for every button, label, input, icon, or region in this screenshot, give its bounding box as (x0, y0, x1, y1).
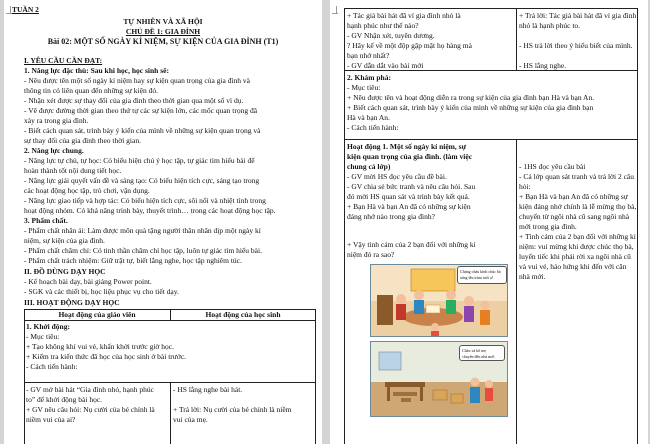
corner-marker (332, 13, 338, 14)
text-line: niềm vui của ai? (26, 415, 76, 424)
text-line: niệm, sự kiện của gia đình. (24, 236, 105, 245)
speech-bubble (459, 345, 505, 361)
bubble-text: sống lâu trăm tuổi ạ! (460, 275, 494, 280)
subsection-1-1: 1. Năng lực đặc thù: Sau khi học, học sinh sẽ: (24, 66, 169, 75)
text-line: + GV nêu câu hỏi: Nụ cười của bé chính là (26, 405, 155, 414)
illustration-longevity-celebration (370, 264, 508, 337)
lesson-title: Bài 02: MỘT SỐ NGÀY KỈ NIỆM, SỰ KIỆN CỦA GIA ĐÌNH (T1) (47, 37, 279, 46)
text-line: - Cách tiến hành: (347, 123, 399, 132)
section-2-title: II. ĐỒ DÙNG DẠY HỌC (24, 267, 106, 276)
text-line: chuyển từ ngôi nhà cũ sang ngôi nhà (519, 212, 630, 221)
text-line: - Cả lớp quan sát tranh và trả lời 2 câu (519, 172, 634, 181)
text-line: - Năng lực giải quyết vấn đề và sáng tạo: Có biểu hiện tích cực, sáng tạo trong (24, 176, 260, 185)
text-line: - SGK và các thiết bị, học liệu phục vụ cho tiết dạy. (24, 287, 179, 296)
activity-1-title: chung cả lớp) (347, 162, 391, 171)
text-line: hỏi: (519, 182, 531, 191)
bubble-text: chuyển đến nhà mới (462, 354, 495, 359)
text-line: luyến tiếc khi phải rời xa ngôi nhà cũ (519, 252, 631, 261)
text-line: - GV mở bài hát “Gia đình nhỏ, hạnh phúc (26, 385, 154, 394)
text-line: - Năng lực giao tiếp và hợp tác: Có biểu hiện tích cực, sôi nổi và nhiệt tình trong (24, 196, 266, 205)
text-line: bạn nhớ nhất? (347, 51, 390, 60)
text-line: + Biết cách quan sát, trình bày ý kiến của mình về những sự kiện của gia đình bạn (347, 103, 594, 112)
text-line: đáng nhớ nào trong gia đình? (347, 212, 435, 221)
table-divider (24, 320, 316, 321)
bubble-text: Chúng cháu kính chúc bà (460, 269, 501, 274)
text-line: + Trả lời: Nụ cười của bé chính là niềm (173, 405, 292, 414)
text-line: Hà và bạn An. (347, 113, 390, 122)
text-line: + Kiểm tra kiến thức đã học của học sinh ở bài trước. (26, 352, 187, 361)
explore-title: 2. Khám phá: (347, 73, 391, 82)
text-line: - Vẽ được đường thời gian theo thứ tự các sự kiện lớn, các mốc quan trọng đã (24, 106, 258, 115)
text-line: sự thay đổi của gia đình theo thời gian. (24, 136, 141, 145)
text-line: + Nêu được tên và hoạt động diễn ra trong sự kiện của gia đình bạn Hà và bạn An. (347, 93, 595, 102)
text-line: - 1HS đọc yêu cầu bài (519, 162, 586, 171)
text-line: - GV mời HS đọc yêu cầu đề bài. (347, 172, 447, 181)
text-line: - HS lắng nghe. (519, 61, 567, 70)
text-line: nhà mới. (519, 272, 546, 281)
table-divider (170, 382, 171, 444)
text-line: + Tạo không khí vui vẻ, khấn khởi trước giờ học. (26, 342, 174, 351)
warmup-title: 1. Khởi động: (26, 322, 70, 331)
subsection-1-2: 2. Năng lực chung. (24, 146, 84, 155)
text-line: - Cách tiến hành: (26, 362, 78, 371)
text-line: + Trả lời: Tác giả bài hát đã ví gia đình (519, 11, 637, 20)
text-line: vui của mẹ. (173, 415, 208, 424)
text-line: - HS trả lời theo ý hiểu biết của mình. (519, 41, 633, 50)
column-header-student: Hoạt động của học sinh (205, 310, 281, 319)
text-line: hoàn thành tốt nội dung tiết học. (24, 166, 122, 175)
table-divider (344, 70, 638, 71)
text-line: - Năng lực tự chủ, tự học: Có biểu hiện chú ý học tập, tự giác tìm hiểu bài để (24, 156, 255, 165)
text-line: - Biết cách quan sát, trình bày ý kiến của mình về những sự kiện quan trọng và (24, 126, 261, 135)
text-line: hoạt động nhóm. Có khả năng trình bày, thuyết trình… trong các hoạt động học tập. (24, 206, 276, 215)
table-divider (516, 8, 517, 70)
section-1-title: I. YÊU CẦU CẦN ĐẠT: (24, 56, 103, 65)
text-line: - HS lắng nghe bài hát. (173, 385, 243, 394)
illustration-moving-house (370, 341, 508, 417)
text-line: - Phẩm chất trách nhiệm: Giữ trật tự, biết lắng nghe, học tập nghiêm túc. (24, 256, 242, 265)
text-line: + Bạn Hà và bạn An đã có những sự kiện (347, 202, 471, 211)
text-line: xảy ra trong gia đình. (24, 116, 89, 125)
text-line: - Nhận xét được sự thay đổi của gia đình theo thời gian qua một số vì dụ. (24, 96, 244, 105)
text-line: và vui vẻ, háo hứng khi đến với căn (519, 262, 627, 271)
text-line: niệm: vui mừng khi được chúc thọ bà, (519, 242, 634, 251)
text-line: - Phẩm chất nhân ái: Làm được môn quà tặng người thân nhân dịp một ngày kỉ (24, 226, 261, 235)
text-line: mới trong gia đình. (519, 222, 577, 231)
text-line: - GV chia sẻ bức tranh và nêu câu hỏi. Sau (347, 182, 476, 191)
text-line: + Tác giả bài hát đã ví gia đình nhỏ là (347, 11, 461, 20)
speech-bubble (457, 266, 507, 284)
bubble-text: Cháu và bố mẹ (462, 348, 487, 353)
text-line: kiện đáng nhớ chính là lễ mừng thọ bà, (519, 202, 637, 211)
subject-title: TỰ NHIÊN VÀ XÃ HỘI (123, 17, 203, 26)
document-page-2 (330, 0, 648, 444)
text-line: ? Hãy kể về một độp gặp mặt họ hàng mà (347, 41, 472, 50)
text-line: các hoạt động học tập, trò chơi, vận dụng. (24, 186, 150, 195)
week-header: TUẦN 2 (12, 5, 39, 14)
section-3-title: III. HOẠT ĐỘNG DẠY HỌC (24, 298, 120, 307)
text-line: - Phẩm chất chăm chỉ: Có tinh thần chăm chỉ học tập, luôn tự giác tìm hiểu bài. (24, 246, 262, 255)
text-line: hạnh phúc như thế nào? (347, 21, 419, 30)
text-line: niệm đó ra sao? (347, 250, 395, 259)
activity-1-title: Hoạt động 1. Một số ngày kỉ niệm, sự (347, 142, 467, 151)
column-header-teacher: Hoạt động của giáo viên (58, 310, 136, 319)
text-line: đó mời HS quan sát và trình bày kết quả. (347, 192, 470, 201)
text-line: - GV Nhận xét, tuyên dương. (347, 31, 435, 40)
text-line: thông tin có liên quan đến những sự kiện đó. (24, 86, 158, 95)
text-line: - GV dẫn dắt vào bài mới (347, 61, 424, 70)
text-line: - Mục tiêu: (26, 332, 60, 341)
table-divider (344, 139, 638, 140)
topic-title: CHỦ ĐỀ 1: GIA ĐÌNH (125, 27, 201, 36)
text-line: + Tình cảm của 2 bạn đối với những kỉ (519, 232, 636, 241)
subsection-1-3: 3. Phẩm chất. (24, 216, 68, 225)
text-line: + Vậy tình cảm của 2 bạn đối với những kỉ (347, 240, 476, 249)
text-line: - Nêu được tên một số ngày kỉ niệm hay sự kiện quan trọng của gia đình và (24, 76, 251, 85)
text-line: - Mục tiêu: (347, 83, 381, 92)
text-line: - Kế hoạch bài dạy, bài giảng Power point. (24, 277, 152, 286)
text-line: + Bạn Hà và bạn An đã có những sự (519, 192, 628, 201)
document-page-1 (4, 0, 322, 444)
table-divider (516, 139, 517, 444)
text-line: to” để khởi động bài học. (26, 395, 103, 404)
activity-1-title: kiện quan trọng của gia đình. (làm việc (347, 152, 473, 161)
text-line: nhỏ là hạnh phúc to. (519, 21, 581, 30)
